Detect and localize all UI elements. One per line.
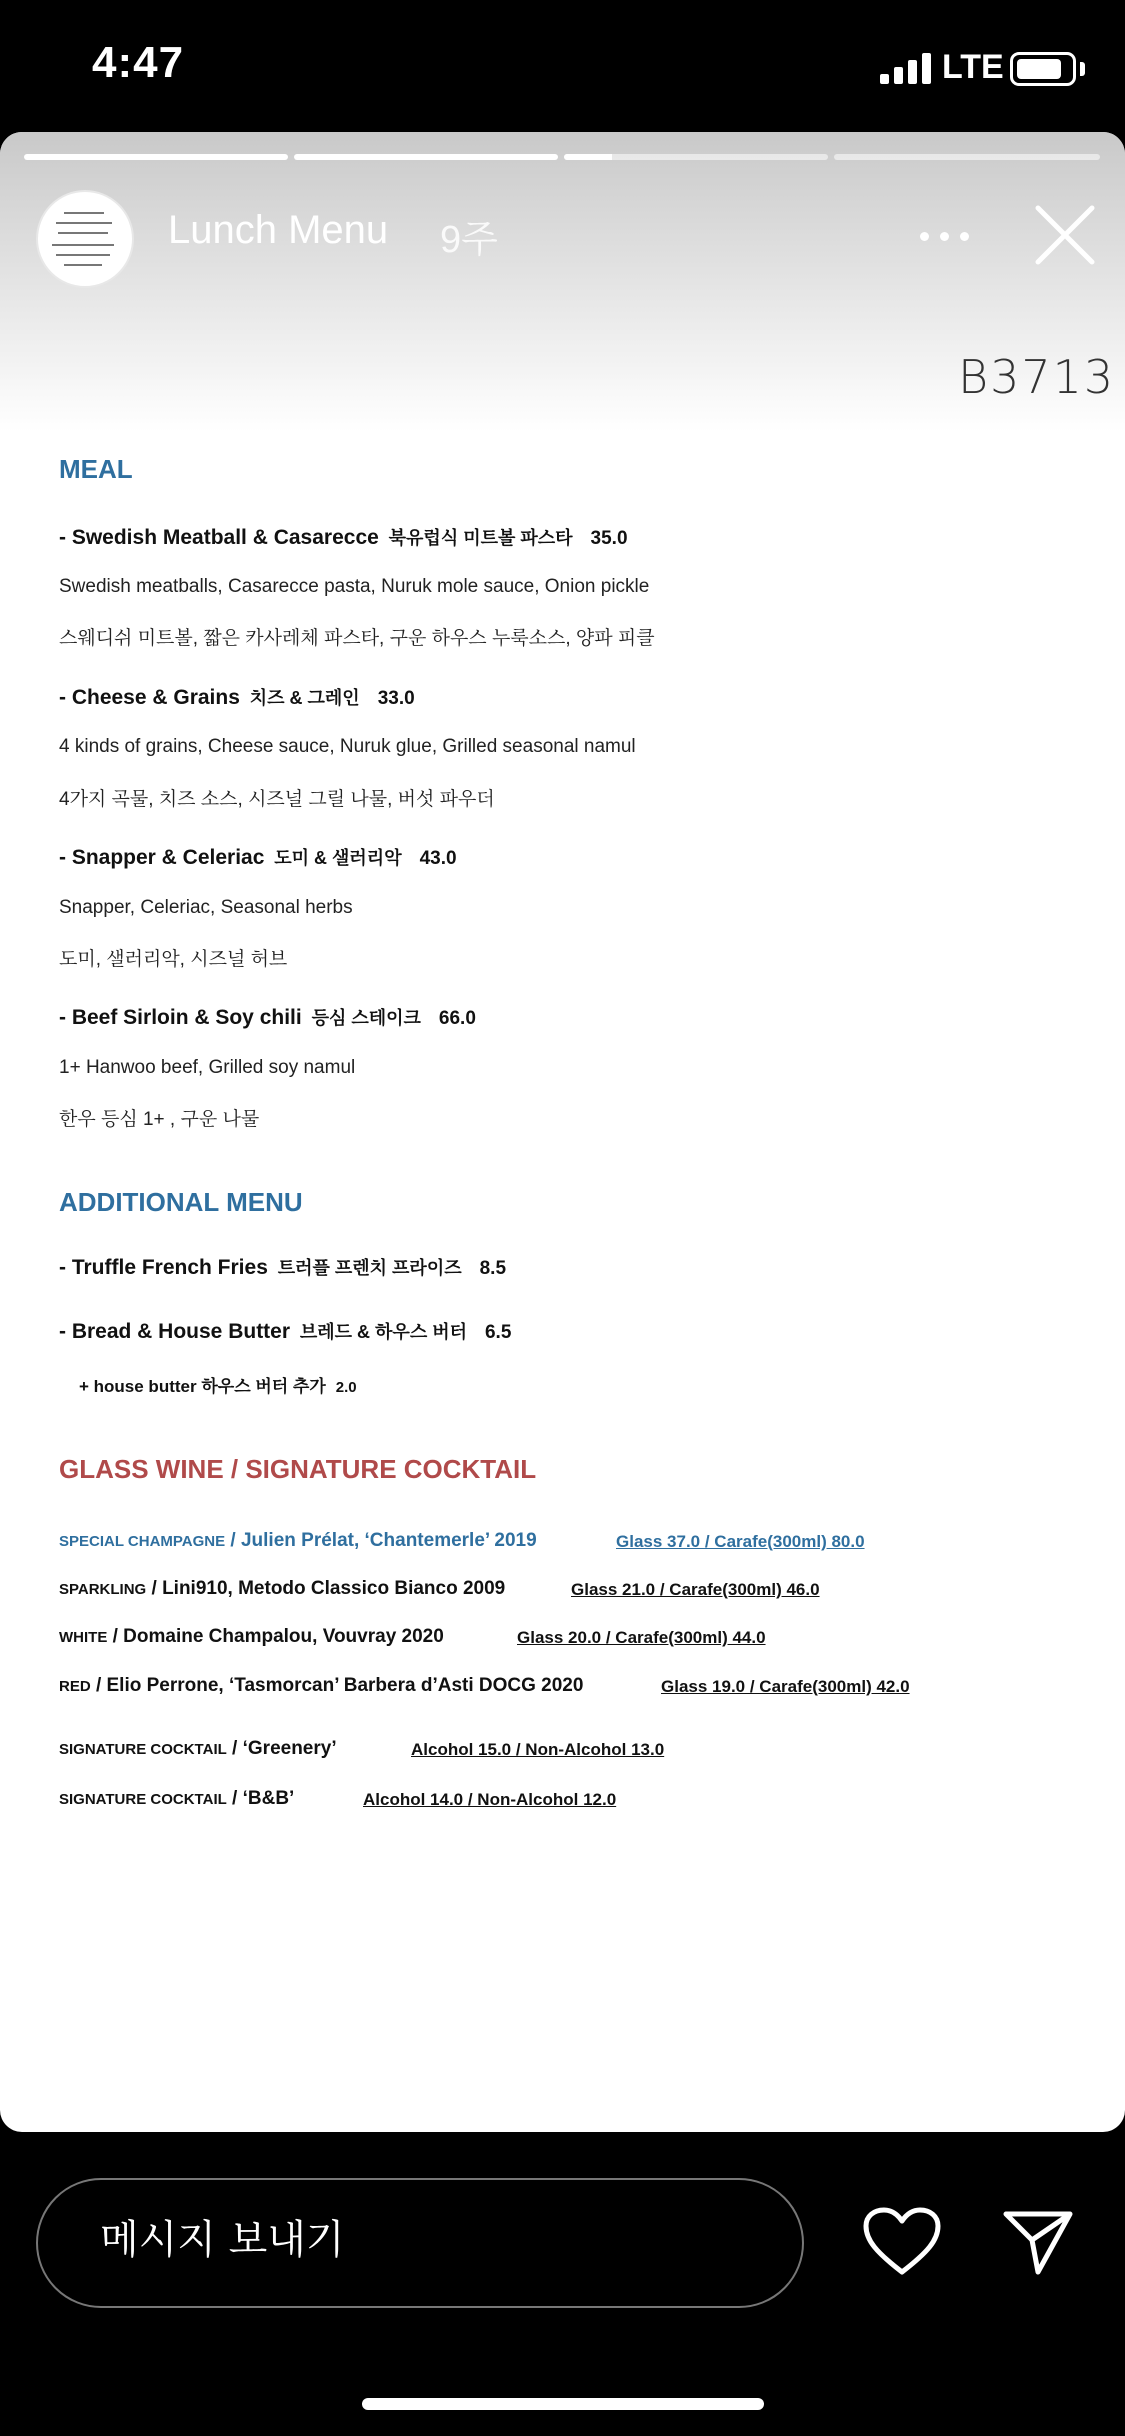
story-card[interactable] — [0, 132, 1125, 2132]
home-indicator — [362, 2398, 764, 2410]
section-heading-additional: ADDITIONAL MENU — [59, 1187, 303, 1217]
restaurant-logo: B3713 — [958, 350, 1116, 404]
menu-item-description: Swedish meatballs, Casarecce pasta, Nuruk mole sauce, Onion pickle — [59, 576, 650, 597]
story-progress-1 — [24, 154, 288, 160]
menu-item-description: 4 kinds of grains, Cheese sauce, Nuruk glue, Grilled seasonal namul — [59, 736, 636, 757]
more-options-icon[interactable] — [918, 228, 972, 248]
status-time: 4:47 — [92, 38, 185, 87]
menu-item-description-ko: 한우 등심 1+ , 구운 나물 — [59, 1109, 260, 1130]
cocktail-item: SIGNATURE COCKTAIL / ‘Greenery’ Alcohol 15.0 / Non-Alcohol 13.0 — [59, 1738, 665, 1759]
story-time-ago: 9주 — [440, 219, 498, 261]
wine-item: WHITE / Domaine Champalou, Vouvray 2020 Glass 20.0 / Carafe(300ml) 44.0 — [59, 1626, 766, 1647]
menu-addon: + house butter 하우스 버터 추가 2.0 — [79, 1377, 357, 1396]
section-heading-meal: MEAL — [59, 454, 133, 484]
menu-item-description: Snapper, Celeriac, Seasonal herbs — [59, 897, 353, 918]
menu-item: - Truffle French Fries 트러플 프렌치 프라이즈 8.5 — [59, 1256, 507, 1279]
menu-item-description: 1+ Hanwoo beef, Grilled soy namul — [59, 1057, 356, 1078]
message-input[interactable] — [98, 2216, 702, 2264]
menu-item-description-ko: 스웨디쉬 미트볼, 짧은 카사레체 파스타, 구운 하우스 누룩소스, 양파 피클 — [59, 628, 655, 649]
menu-item: - Snapper & Celeriac 도미 & 샐러리악 43.0 — [59, 846, 457, 869]
section-heading-wine: GLASS WINE / SIGNATURE COCKTAIL — [59, 1454, 537, 1484]
send-icon[interactable] — [1000, 2206, 1076, 2278]
wine-item: RED / Elio Perrone, ‘Tasmorcan’ Barbera d’Asti DOCG 2020 Glass 19.0 / Carafe(300ml) 42.0 — [59, 1675, 910, 1696]
wine-item: SPECIAL CHAMPAGNE / Julien Prélat, ‘Chantemerle’ 2019 Glass 37.0 / Carafe(300ml) 80.0 — [59, 1530, 865, 1551]
story-progress-3 — [564, 154, 828, 160]
battery-icon — [1010, 52, 1076, 86]
menu-item: - Bread & House Butter 브레드 & 하우스 버터 6.5 — [59, 1320, 512, 1343]
close-icon[interactable] — [1030, 200, 1100, 270]
story-progress-4 — [834, 154, 1100, 160]
menu-item: - Swedish Meatball & Casarecce 북유럽식 미트볼 파스타 35.0 — [59, 526, 628, 549]
status-bar — [0, 0, 1125, 132]
story-progress-2 — [294, 154, 558, 160]
reply-field[interactable] — [36, 2178, 804, 2308]
menu-item: - Cheese & Grains 치즈 & 그레인 33.0 — [59, 686, 415, 709]
menu-item: - Beef Sirloin & Soy chili 등심 스테이크 66.0 — [59, 1006, 476, 1029]
cocktail-item: SIGNATURE COCKTAIL / ‘B&B’ Alcohol 14.0 / Non-Alcohol 12.0 — [59, 1788, 617, 1809]
network-label: LTE — [942, 48, 1004, 86]
heart-icon[interactable] — [862, 2206, 942, 2278]
avatar[interactable] — [36, 190, 134, 288]
menu-item-description-ko: 4가지 곡물, 치즈 소스, 시즈널 그릴 나물, 버섯 파우더 — [59, 789, 495, 810]
signal-icon — [880, 52, 932, 84]
story-title[interactable]: Lunch Menu — [168, 208, 389, 252]
menu-item-description-ko: 도미, 샐러리악, 시즈널 허브 — [59, 949, 288, 970]
wine-item: SPARKLING / Lini910, Metodo Classico Bianco 2009 Glass 21.0 / Carafe(300ml) 46.0 — [59, 1578, 820, 1599]
